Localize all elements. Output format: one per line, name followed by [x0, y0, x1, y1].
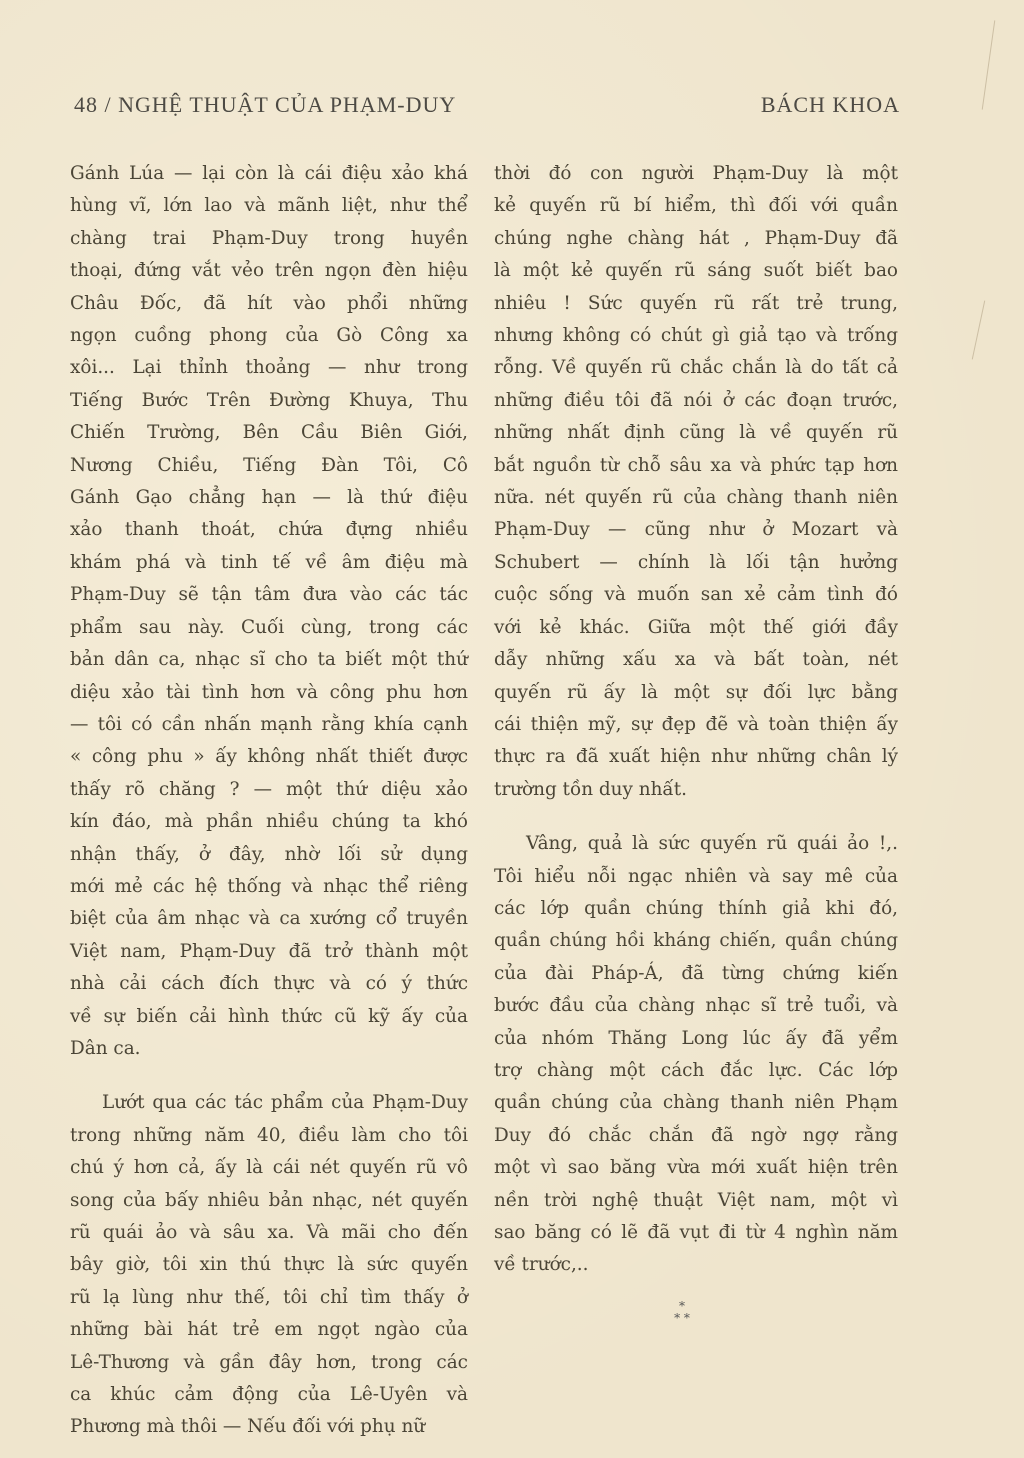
- text-line: Phạm-Duy — cũng như ở Mozart và: [494, 519, 898, 541]
- text-line: Phạm-Duy sẽ tận tâm đưa vào các tác: [70, 584, 468, 606]
- text-line: phẩm sau này. Cuối cùng, trong các: [70, 616, 468, 638]
- paragraph: [494, 158, 898, 806]
- paper-crease: [982, 20, 996, 109]
- text-line: Việt nam, Phạm-Duy đã trở thành một: [70, 940, 468, 962]
- text-line: bước đầu của chàng nhạc sĩ trẻ tuổi, và: [494, 995, 898, 1017]
- text-line: Nương Chiều, Tiếng Đàn Tôi, Cô: [70, 454, 468, 476]
- text-line: rỗng. Về quyến rũ chắc chắn là do tất cả: [494, 357, 898, 379]
- text-line: xôi... Lại thỉnh thoảng — như trong: [70, 357, 468, 379]
- text-line: thấy rõ chăng ? — một thứ diệu xảo: [70, 778, 468, 800]
- text-line: những bài hát trẻ em ngọt ngào của: [70, 1319, 468, 1341]
- paragraph: [70, 1087, 468, 1443]
- text-line: nhận thấy, ở đây, nhờ lối sử dụng: [70, 843, 468, 865]
- text-line: kín đáo, mà phần nhiều chúng ta khó: [70, 811, 468, 833]
- text-line: Gánh Lúa — lại còn là cái điệu xảo khá: [70, 163, 468, 184]
- text-line: các lớp quần chúng thính giả khi đó,: [494, 897, 898, 919]
- text-line: Lê-Thương và gần đây hơn, trong các: [70, 1351, 468, 1373]
- text-line: nền trời nghệ thuật Việt nam, một vì: [494, 1189, 898, 1211]
- text-line: rũ quái ảo và sâu xa. Và mãi cho đến: [70, 1222, 468, 1243]
- text-line: của nhóm Thăng Long lúc ấy đã yểm: [494, 1027, 898, 1049]
- text-line: hùng vĩ, lớn lao và mãnh liệt, như thể: [70, 195, 468, 217]
- text-line: thoại, đứng vắt vẻo trên ngọn đèn hiệu: [70, 260, 468, 282]
- text-line: Schubert — chính là lối tận hưởng: [494, 551, 898, 573]
- text-line: quần chúng của chàng thanh niên Phạm: [494, 1092, 898, 1114]
- text-line: dẫy những xấu xa và bất toàn, nét: [494, 649, 898, 671]
- text-line: sao băng có lẽ đã vụt đi từ 4 nghìn năm: [494, 1222, 898, 1243]
- text-line: ngọn cuồng phong của Gò Công xa: [70, 325, 468, 347]
- text-line: Chiến Trường, Bên Cầu Biên Giới,: [70, 422, 468, 444]
- section-ornament: [672, 1300, 692, 1324]
- text-line: những nhất định cũng là về quyến rũ: [494, 422, 898, 444]
- text-line: quyến rũ ấy là một sự đối lực bằng: [494, 681, 898, 703]
- text-line: chúng nghe chàng hát , Phạm-Duy đã: [494, 227, 898, 249]
- left-column: [70, 158, 468, 1444]
- text-line: biệt của âm nhạc và ca xướng cổ truyền: [70, 908, 468, 930]
- text-line: Tôi hiểu nỗi ngạc nhiên và say mê của: [494, 865, 898, 887]
- text-line: song của bấy nhiêu bản nhạc, nét quyến: [70, 1189, 468, 1211]
- paragraph: [494, 828, 898, 1282]
- text-line: mới mẻ các hệ thống và nhạc thể riêng: [70, 875, 468, 897]
- text-line: bây giờ, tôi xin thú thực là sức quyến: [70, 1254, 468, 1276]
- right-column: [494, 158, 898, 1282]
- text-line: trong những năm 40, điều làm cho tôi: [70, 1124, 468, 1146]
- text-line: Dân ca.: [70, 1037, 141, 1059]
- text-line: với kẻ khác. Giữa một thế giới đầy: [494, 616, 898, 638]
- text-line: thực ra đã xuất hiện như những chân lý: [494, 746, 898, 768]
- text-line: là một kẻ quyến rũ sáng suốt biết bao: [494, 260, 898, 282]
- text-line: về sự biến cải hình thức cũ kỹ ấy của: [70, 1005, 468, 1027]
- ornament-top: *: [679, 1299, 685, 1313]
- text-line: những điều tôi đã nói ở các đoạn trước,: [494, 389, 898, 411]
- text-line: bản dân ca, nhạc sĩ cho ta biết một thứ: [70, 649, 468, 671]
- text-line: Tiếng Bước Trên Đường Khuya, Thu: [70, 389, 468, 411]
- text-line: cuộc sống và muốn san xẻ cảm tình đó: [494, 584, 898, 606]
- text-line: nữa. nét quyến rũ của chàng thanh niên: [494, 487, 898, 509]
- text-line: nhưng không có chút gì giả tạo và trống: [494, 325, 898, 347]
- running-head-title: 48 / NGHỆ THUẬT CỦA PHẠM-DUY: [74, 92, 457, 117]
- text-line: Gánh Gạo chẳng hạn — là thứ điệu: [70, 487, 468, 509]
- paper-crease: [972, 301, 985, 360]
- paragraph: [70, 158, 468, 1065]
- text-line: Duy đó chắc chắn đã ngờ ngợ rằng: [494, 1124, 898, 1146]
- text-line: diệu xảo tài tình hơn và công phu hơn: [70, 681, 468, 703]
- text-line: một vì sao băng vừa mới xuất hiện trên: [494, 1157, 898, 1179]
- text-line: Lướt qua các tác phẩm của Phạm-Duy: [102, 1092, 468, 1114]
- text-line: cái thiện mỹ, sự đẹp đẽ và toàn thiện ấy: [494, 713, 898, 735]
- text-line: rũ lạ lùng như thế, tôi chỉ tìm thấy ở: [70, 1286, 468, 1308]
- text-line: thời đó con người Phạm-Duy là một: [494, 163, 898, 184]
- text-line: kẻ quyến rũ bí hiểm, thì đối với quần: [494, 195, 898, 217]
- text-line: của đài Pháp-Á, đã từng chứng kiến: [494, 962, 898, 984]
- text-line: — tôi có cần nhấn mạnh rằng khía cạnh: [70, 713, 468, 735]
- text-line: chú ý hơn cả, ấy là cái nét quyến rũ vô: [70, 1157, 468, 1179]
- ornament-bottom: * *: [674, 1311, 690, 1325]
- text-line: Phương mà thôi — Nếu đối với phụ nữ: [70, 1416, 426, 1438]
- text-line: trợ chàng một cách đắc lực. Các lớp: [494, 1059, 898, 1081]
- page-header: [74, 92, 900, 128]
- text-line: về trước,..: [494, 1254, 589, 1276]
- text-line: bắt nguồn từ chỗ sâu xa và phức tạp hơn: [494, 454, 898, 476]
- text-line: trường tồn duy nhất.: [494, 778, 687, 800]
- text-line: nhà cải cách đích thực và có ý thức: [70, 973, 468, 995]
- text-line: xảo thanh thoát, chứa đựng nhiều: [70, 519, 468, 541]
- text-line: Châu Đốc, đã hít vào phổi những: [70, 292, 468, 314]
- text-line: khám phá và tinh tế về âm điệu mà: [70, 551, 468, 573]
- text-line: chàng trai Phạm-Duy trong huyền: [70, 227, 468, 249]
- text-line: « công phu » ấy không nhất thiết được: [70, 746, 468, 768]
- text-line: ca khúc cảm động của Lê-Uyên và: [70, 1384, 468, 1406]
- text-line: Vâng, quả là sức quyến rũ quái ảo !,.: [526, 833, 898, 855]
- text-line: quần chúng hồi kháng chiến, quần chúng: [494, 930, 898, 952]
- journal-name: BÁCH KHOA: [760, 92, 900, 117]
- text-line: nhiêu ! Sức quyến rũ rất trẻ trung,: [494, 292, 898, 314]
